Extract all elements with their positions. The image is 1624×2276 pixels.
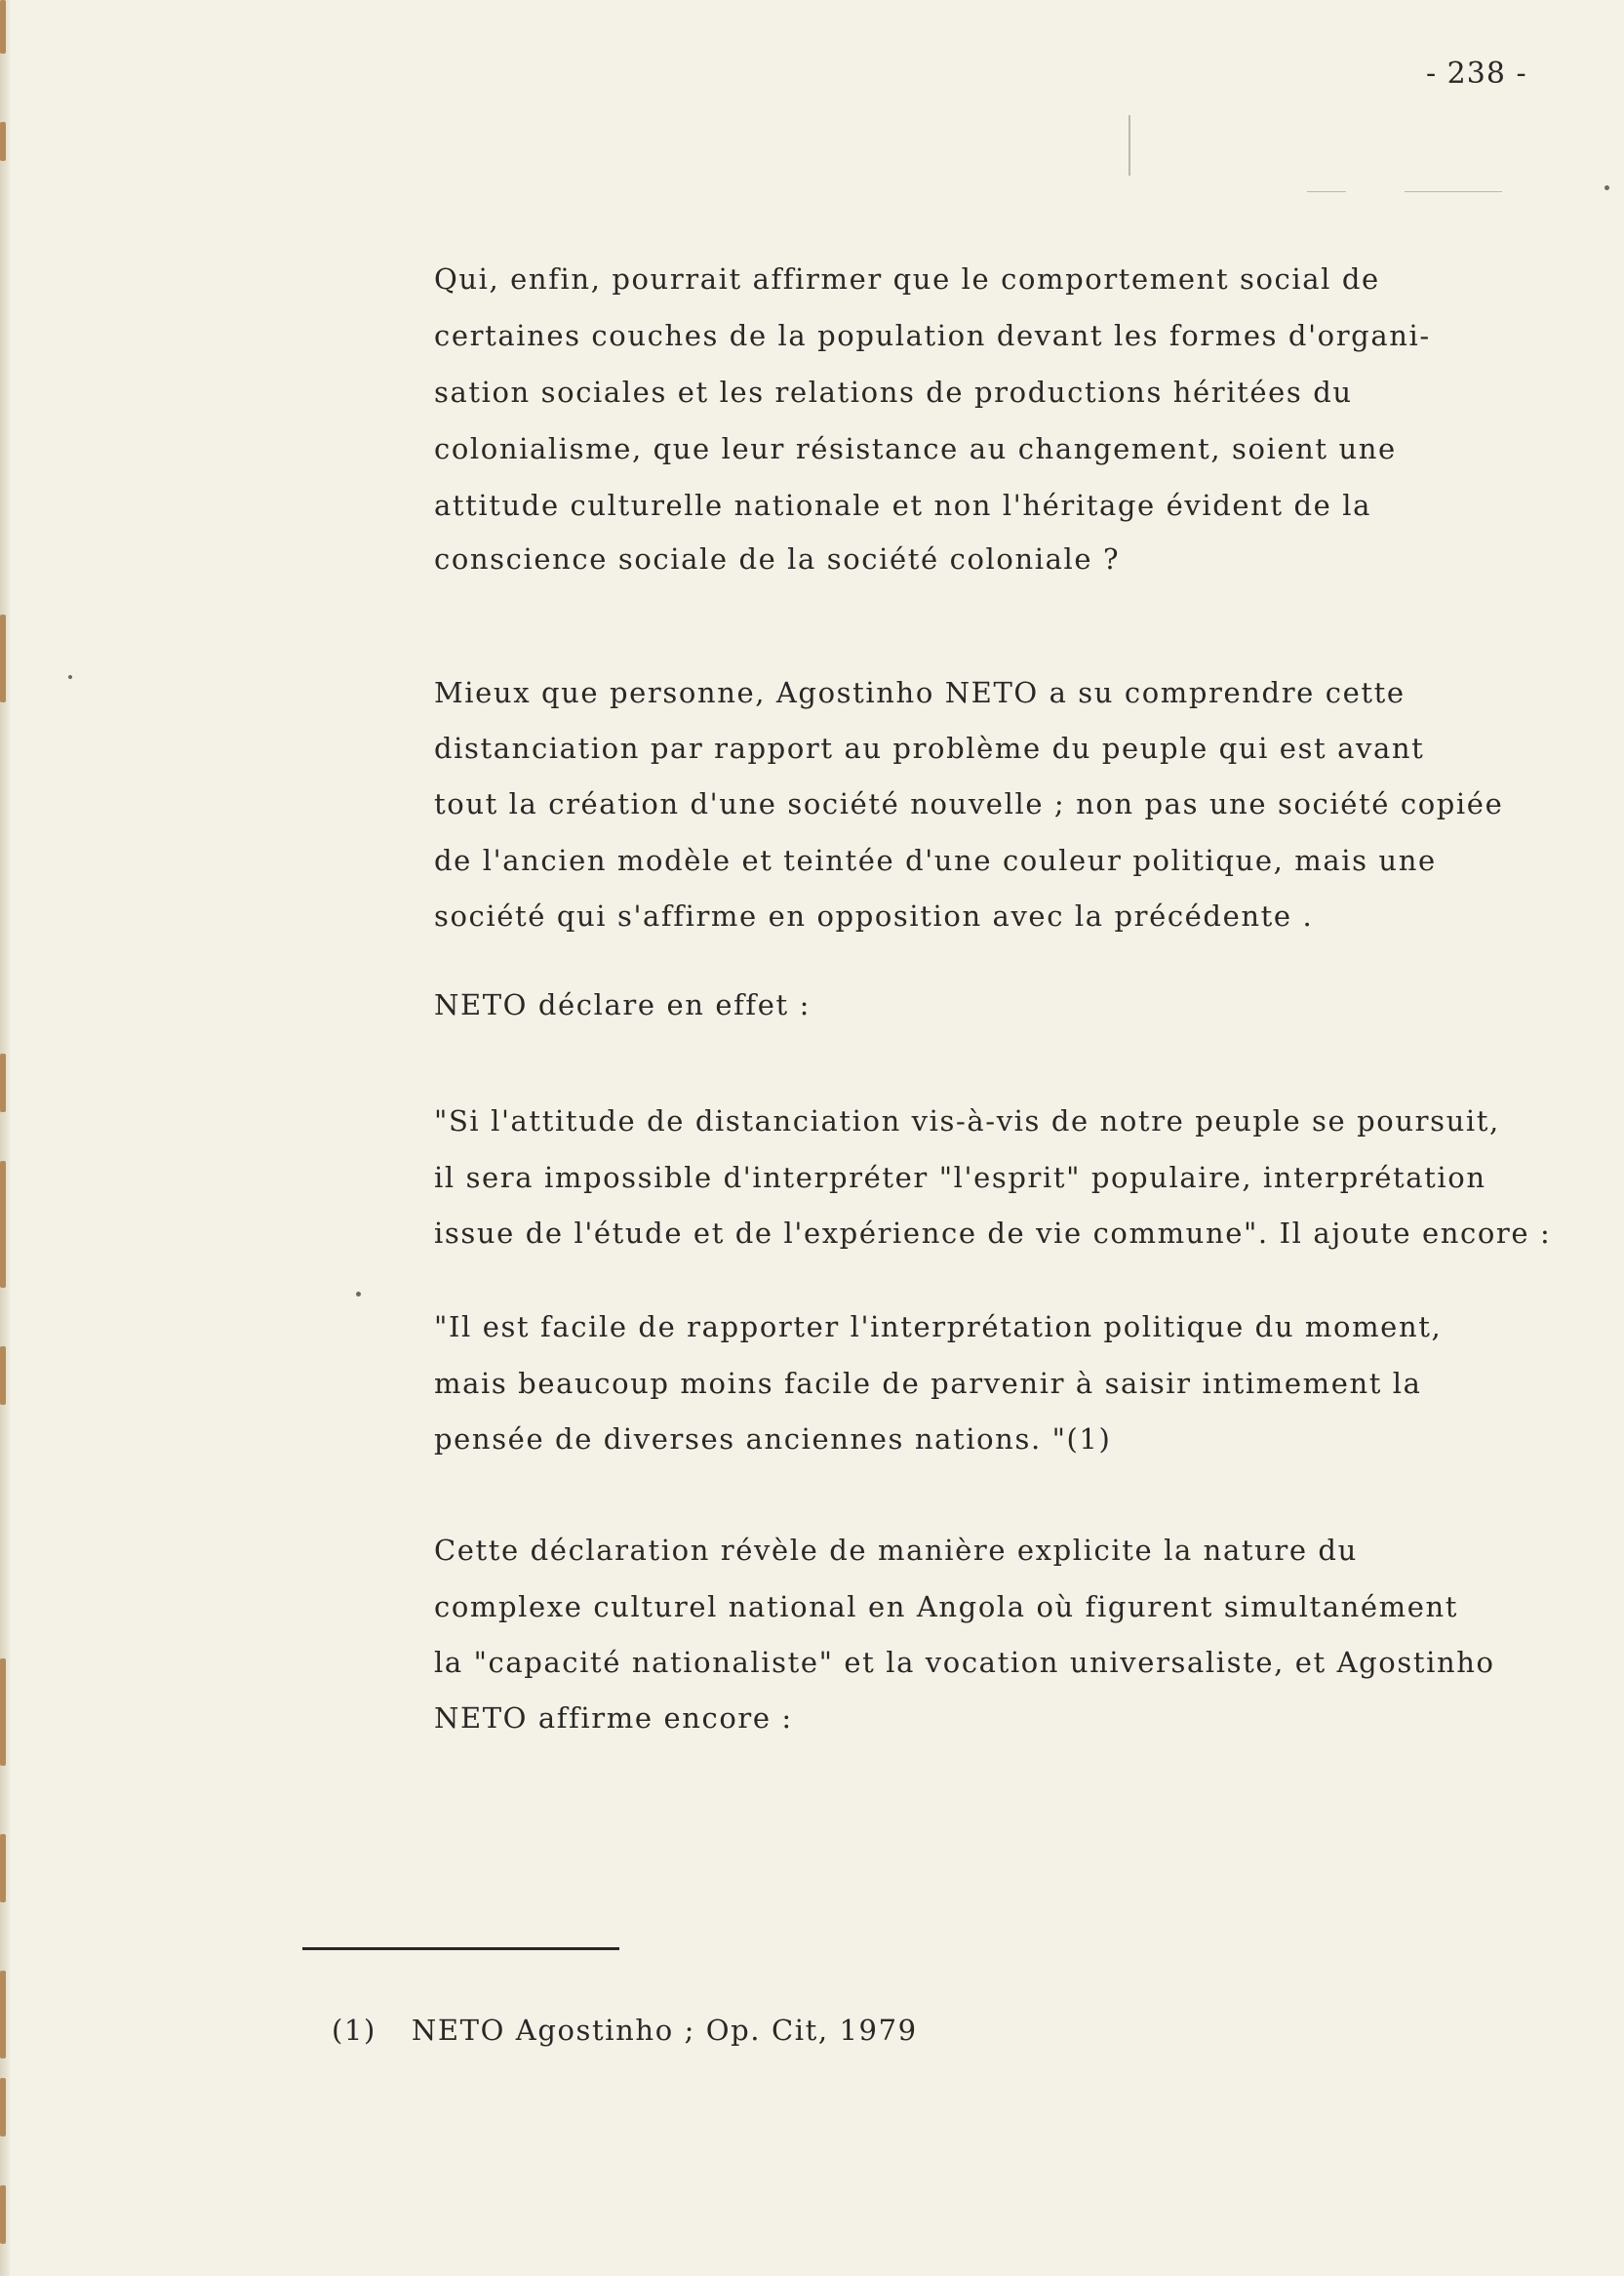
- text-line: issue de l'étude et de l'expérience de vie commune". Il ajoute encore :: [434, 1217, 1552, 1250]
- scan-speck: [68, 675, 72, 679]
- scan-speck: [356, 1292, 361, 1297]
- binding-mark: [0, 1834, 6, 1902]
- text-line: pensée de diverses anciennes nations. "(1): [434, 1422, 1112, 1456]
- text-line: NETO affirme encore :: [434, 1701, 793, 1735]
- footnote: [332, 2014, 918, 2047]
- footnote-text: NETO Agostinho ; Op. Cit, 1979: [411, 2014, 918, 2047]
- binding-mark: [0, 1161, 6, 1288]
- scan-mark: [1307, 191, 1346, 192]
- text-line: certaines couches de la population devant les formes d'organi-: [434, 319, 1431, 352]
- text-line: "Si l'attitude de distanciation vis-à-vis de notre peuple se poursuit,: [434, 1104, 1500, 1138]
- text-line: colonialisme, que leur résistance au changement, soient une: [434, 432, 1397, 465]
- footnote-rule: [302, 1947, 619, 1950]
- text-line: "Il est facile de rapporter l'interprétation politique du moment,: [434, 1310, 1443, 1343]
- scan-speck: [1604, 185, 1609, 190]
- binding-mark: [0, 1971, 6, 2058]
- footnote-marker: (1): [332, 2014, 376, 2047]
- text-line: tout la création d'une société nouvelle ; non pas une société copiée: [434, 787, 1504, 820]
- binding-mark: [0, 122, 6, 161]
- text-line: Mieux que personne, Agostinho NETO a su comprendre cette: [434, 676, 1406, 709]
- text-line: conscience sociale de la société coloniale ?: [434, 542, 1121, 576]
- binding-mark: [0, 0, 6, 54]
- text-line: sation sociales et les relations de productions héritées du: [434, 376, 1353, 409]
- text-line: complexe culturel national en Angola où figurent simultanément: [434, 1590, 1459, 1623]
- scan-mark: [1405, 191, 1502, 192]
- scan-mark: [1129, 115, 1130, 176]
- binding-mark: [0, 615, 6, 702]
- text-line: Cette déclaration révèle de manière explicite la nature du: [434, 1534, 1358, 1567]
- binding-mark: [0, 1346, 6, 1405]
- text-line: société qui s'affirme en opposition avec la précédente .: [434, 899, 1314, 933]
- text-line: mais beaucoup moins facile de parvenir à saisir intimement la: [434, 1367, 1422, 1400]
- text-line: attitude culturelle nationale et non l'héritage évident de la: [434, 489, 1371, 522]
- text-line: NETO déclare en effet :: [434, 988, 811, 1021]
- binding-mark: [0, 2078, 6, 2136]
- binding-edge: [0, 0, 10, 2276]
- binding-mark: [0, 2185, 6, 2244]
- text-line: de l'ancien modèle et teintée d'une couleur politique, mais une: [434, 844, 1437, 877]
- binding-mark: [0, 1658, 6, 1766]
- page-number: - 238 -: [1426, 57, 1527, 91]
- text-line: Qui, enfin, pourrait affirmer que le comportement social de: [434, 262, 1380, 296]
- text-line: distanciation par rapport au problème du peuple qui est avant: [434, 732, 1425, 765]
- binding-mark: [0, 1054, 6, 1112]
- text-line: la "capacité nationaliste" et la vocation universaliste, et Agostinho: [434, 1646, 1495, 1679]
- text-line: il sera impossible d'interpréter "l'esprit" populaire, interprétation: [434, 1161, 1486, 1194]
